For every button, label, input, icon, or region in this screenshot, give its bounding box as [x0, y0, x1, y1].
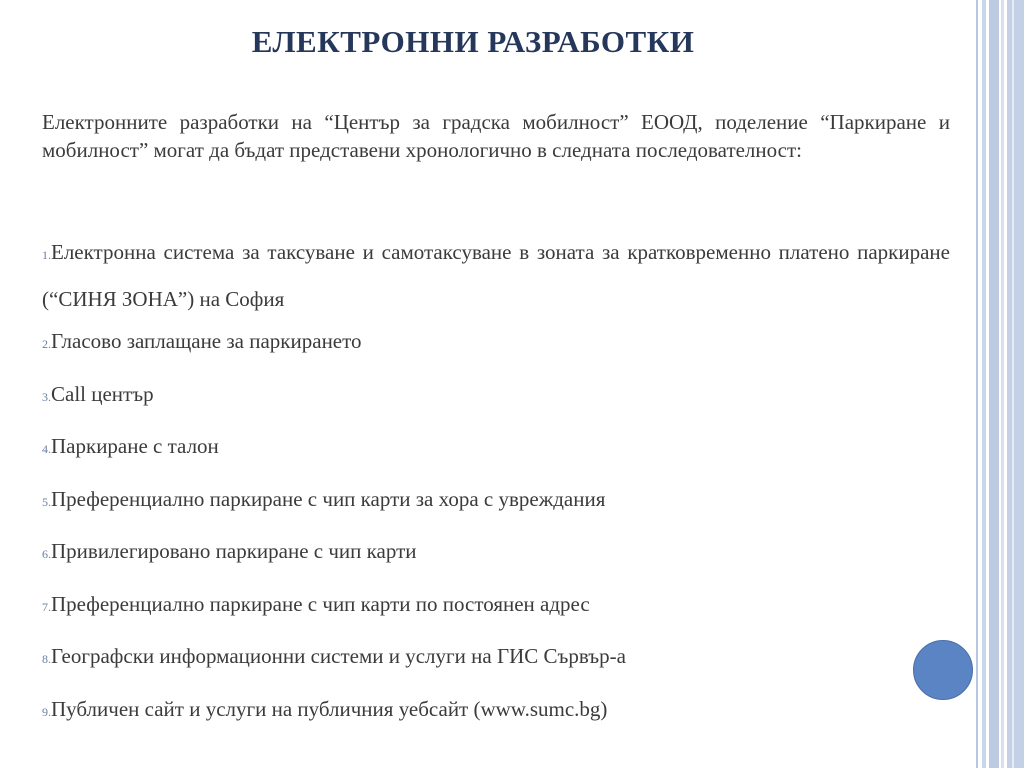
decorative-stripe [1001, 0, 1004, 768]
list-item-text: Call център [51, 381, 154, 406]
list-item [42, 536, 950, 589]
decorative-stripe [989, 0, 999, 768]
list-item [42, 379, 950, 432]
list-item [42, 326, 950, 379]
decorative-stripe [1012, 0, 1014, 768]
list-item-number: 3. [42, 389, 51, 404]
list-item [42, 431, 950, 484]
list-item [42, 589, 950, 642]
developments-list [42, 230, 950, 746]
list-item-number: 2. [42, 337, 51, 351]
list-item-text: Електронна система за таксуване и самотаксуване в зоната за кратковременно платено паркиране (“СИНЯ ЗОНА”) на София [42, 240, 950, 311]
list-item [42, 641, 950, 694]
intro-paragraph: Електронните разработки на “Център за градска мобилност” ЕООД, поделение “Паркиране и мобилност” могат да бъдат представени хронологично в следната последователност: [42, 110, 950, 162]
list-item-text: Преференциално паркиране с чип карти по постоянен адрес [51, 591, 590, 616]
list-item-number: 1. [42, 248, 51, 262]
list-item-number: 6. [42, 547, 51, 561]
list-item-number: 8. [42, 652, 51, 666]
list-item-number: 7. [42, 599, 51, 614]
list-item [42, 484, 950, 537]
decorative-circle-icon [913, 640, 973, 700]
decorative-stripe [1007, 0, 1024, 768]
list-item-number: 9. [42, 704, 51, 719]
decorative-stripe [982, 0, 986, 768]
list-item-text: Паркиране с талон [51, 434, 219, 458]
list-item [42, 230, 950, 326]
list-item-text: Гласово заплащане за паркирането [51, 329, 362, 353]
list-item-text: Географски информационни системи и услуги на ГИС Сървър-а [51, 644, 626, 668]
slide-title: ЕЛЕКТРОННИ РАЗРАБОТКИ [251, 24, 695, 59]
list-item [42, 694, 950, 747]
list-item-number: 5. [42, 494, 51, 509]
list-item-text: Привилегировано паркиране с чип карти [51, 539, 417, 563]
list-item-text: Публичен сайт и услуги на публичния уебсайт (www.sumc.bg) [51, 696, 608, 721]
decorative-stripe [976, 0, 978, 768]
list-item-text: Преференциално паркиране с чип карти за хора с увреждания [51, 486, 606, 511]
list-item-number: 4. [42, 442, 51, 456]
